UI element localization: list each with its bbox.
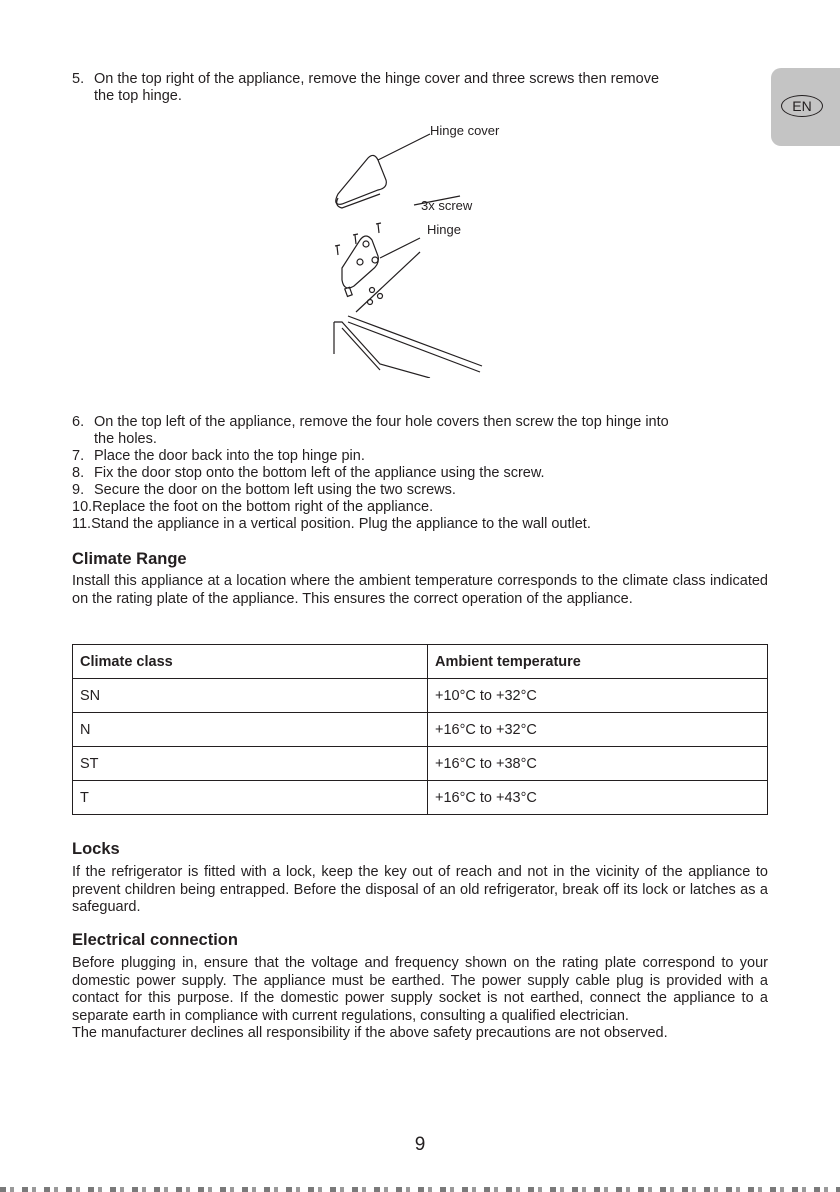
step-number: 5. <box>72 71 85 87</box>
step-7 <box>72 448 772 465</box>
table-row <box>73 747 768 781</box>
climate-table <box>72 644 768 815</box>
table-row <box>73 781 768 815</box>
step-5 <box>72 71 772 105</box>
step-text: Secure the door on the bottom left using the two screws. <box>94 482 456 498</box>
step-text: On the top right of the appliance, remove the hinge cover and three screws then remove <box>94 71 660 87</box>
scan-artifact-strip <box>0 1187 840 1192</box>
table-row <box>73 679 768 713</box>
screw-label: 3x screw <box>421 198 473 213</box>
column-header: Climate class <box>73 645 428 679</box>
step-text: Replace the foot on the bottom right of the appliance. <box>92 499 434 515</box>
step-11 <box>72 516 772 533</box>
step-number: 10. <box>72 499 93 515</box>
locks-text: If the refrigerator is fitted with a lock, keep the key out of reach and not in the vicinity of the appliance to prevent children being entrapped. Before the disposal of an old refrigerator, break off its lock or latches as a safeguard. <box>72 864 768 915</box>
step-number: 11. <box>72 516 92 532</box>
electrical-text: Before plugging in, ensure that the voltage and frequency shown on the rating plate correspond to your domestic power supply. The appliance must be earthed. The power supply cable plug is provided with a contact for this purpose. If the domestic power supply socket is not earthed, connect the appliance to a separate earth in compliance with current regulations, consulting a qualified electrician. <box>72 955 768 1024</box>
hinge-diagram <box>320 108 540 378</box>
step-text-continued: the holes. <box>94 431 157 447</box>
table-row <box>73 713 768 747</box>
climate-class-cell: N <box>73 713 428 747</box>
column-header: Ambient temperature <box>428 645 768 679</box>
climate-range-heading: Climate Range <box>72 550 187 568</box>
step-6 <box>72 414 772 448</box>
hinge-illustration-icon <box>320 108 540 378</box>
hinge-label: Hinge <box>427 222 461 237</box>
step-text: On the top left of the appliance, remove the four hole covers then screw the top hinge into <box>94 414 669 430</box>
step-text-continued: the top hinge. <box>94 88 182 104</box>
step-text: Fix the door stop onto the bottom left of the appliance using the screw. <box>94 465 545 481</box>
climate-class-cell: SN <box>73 679 428 713</box>
step-9 <box>72 482 772 499</box>
climate-intro: Install this appliance at a location where the ambient temperature corresponds to the climate class indicated on the rating plate of the appliance. This ensures the correct operation of the appliance. <box>72 573 768 607</box>
locks-heading: Locks <box>72 840 120 858</box>
step-number: 8. <box>72 465 85 481</box>
electrical-note: The manufacturer declines all responsibility if the above safety precautions are not observed. <box>72 1025 668 1041</box>
temperature-cell: +16°C to +38°C <box>428 747 768 781</box>
language-badge: EN <box>781 95 823 117</box>
step-8 <box>72 465 772 482</box>
hinge-cover-label: Hinge cover <box>430 123 500 138</box>
temperature-cell: +10°C to +32°C <box>428 679 768 713</box>
temperature-cell: +16°C to +43°C <box>428 781 768 815</box>
language-tab <box>771 68 840 146</box>
table-header-row <box>73 645 768 679</box>
step-text: Stand the appliance in a vertical position. Plug the appliance to the wall outlet. <box>91 516 591 532</box>
step-text: Place the door back into the top hinge pin. <box>94 448 365 464</box>
step-number: 6. <box>72 414 85 430</box>
electrical-heading: Electrical connection <box>72 931 238 949</box>
temperature-cell: +16°C to +32°C <box>428 713 768 747</box>
step-number: 7. <box>72 448 85 464</box>
climate-class-cell: ST <box>73 747 428 781</box>
page-number: 9 <box>414 1134 426 1155</box>
climate-class-cell: T <box>73 781 428 815</box>
step-10 <box>72 499 772 516</box>
step-number: 9. <box>72 482 85 498</box>
